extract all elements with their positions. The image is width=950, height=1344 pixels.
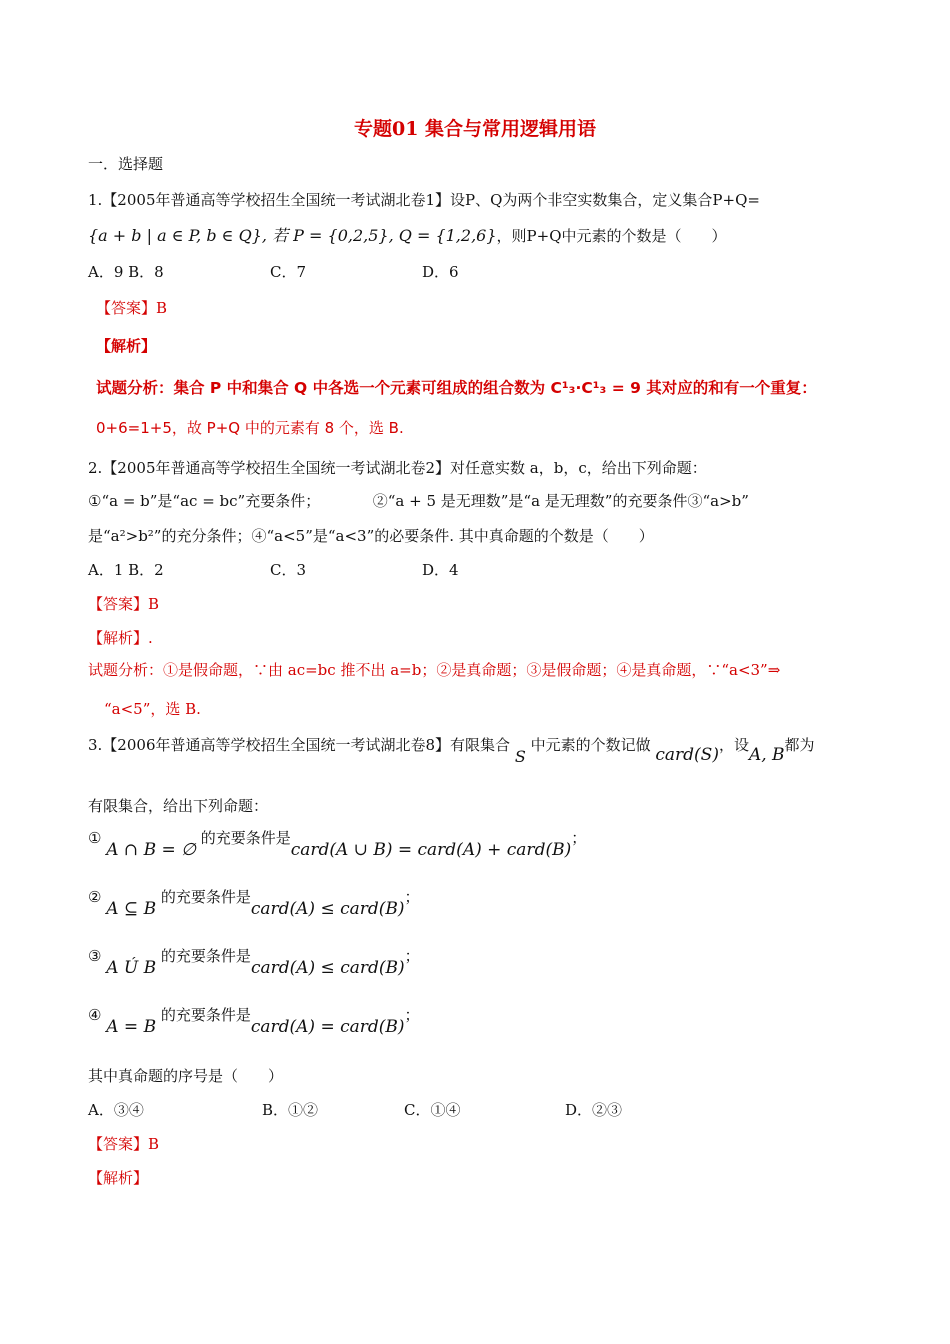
q3-option-d: D．②③ <box>565 1101 623 1119</box>
q2-analysis-line1: 试题分析：①是假命题，∵由 ac=bc 推不出 a=b；②是真命题；③是假命题；④是真命题，∵“a<3”⇒ <box>88 661 781 679</box>
q3-stem-part-d: 都为 <box>784 736 815 754</box>
q3-option-a: A．③④ <box>88 1101 144 1119</box>
q1-analysis-line2: 0+6=1+5，故 P+Q 中的元素有 8 个，选 B. <box>96 419 404 437</box>
q2-stem-line3: 是“a²>b²”的充分条件；④“a<5”是“a<3”的必要条件. 其中真命题的个数是（ ） <box>88 527 654 545</box>
q3-proposition-4 <box>88 1005 420 1037</box>
q3-stem-line1 <box>88 735 815 766</box>
q3-option-c: C．①④ <box>404 1101 461 1119</box>
q3-proposition-1 <box>88 828 587 860</box>
q3-stem-line2: 有限集合，给出下列命题： <box>88 797 269 815</box>
q3-prop4-end: ； <box>404 1006 420 1024</box>
q1-option-d: D．6 <box>422 263 459 281</box>
q3-prop3-left: A Ú B <box>106 958 157 978</box>
q1-analysis-label: 【解析】 <box>96 337 157 355</box>
q1-option-c: C．7 <box>270 263 307 281</box>
q3-option-b: B．①② <box>262 1101 319 1119</box>
q3-prop3-right: card(A) ≤ card(B) <box>250 958 405 978</box>
q3-analysis-label: 【解析】 <box>88 1169 149 1187</box>
q3-prop1-condition: 的充要条件是 <box>200 829 291 847</box>
q3-prop2-number: ② <box>88 888 102 906</box>
q3-stem-part-c: ，设 <box>718 736 749 754</box>
q2-analysis-line2: “a<5”，选 B. <box>104 700 201 718</box>
page-title: 专题01 集合与常用逻辑用语 <box>353 118 597 140</box>
q1-analysis-line1: 试题分析：集合 P 中和集合 Q 中各选一个元素可组成的组合数为 C¹₃·C¹₃ = 9 其对应的和有一个重复： <box>96 379 817 397</box>
q3-stem-part-b: 中元素的个数记做 <box>530 736 651 754</box>
section-heading: 一．选择题 <box>88 155 164 173</box>
q3-prop4-right: card(A) = card(B) <box>250 1017 405 1037</box>
q1-question-text: ，则P+Q中元素的个数是（ ） <box>496 227 727 245</box>
q3-stem-part-a: 3.【2006年普通高等学校招生全国统一考试湖北卷8】有限集合 <box>88 736 511 754</box>
q3-prop4-left: A = B <box>106 1017 157 1037</box>
q2-stem-line2: ①“a = b”是“ac = bc”充要条件； ②“a + 5 是无理数”是“a 是无理数”的充要条件③“a>b” <box>88 492 749 510</box>
q2-answer: 【答案】B <box>88 595 160 613</box>
q2-option-c: C．3 <box>270 561 307 579</box>
q3-card-s: card(S) <box>655 745 719 765</box>
q3-prop1-left: A ∩ B = ∅ <box>106 840 196 860</box>
q1-stem-line2 <box>88 226 727 246</box>
q3-sets-ab: A, B <box>748 745 785 765</box>
q3-set-s: S <box>514 747 526 766</box>
q3-prop4-number: ④ <box>88 1006 102 1024</box>
q3-prop2-end: ； <box>404 888 420 906</box>
q2-analysis-label: 【解析】. <box>88 629 153 647</box>
q2-option-d: D．4 <box>422 561 459 579</box>
q3-prop1-number: ① <box>88 829 102 847</box>
q3-prop2-right: card(A) ≤ card(B) <box>250 899 405 919</box>
q1-option-ab: A．9 B．8 <box>88 263 164 281</box>
q3-prop4-condition: 的充要条件是 <box>160 1006 251 1024</box>
q3-prop1-right: card(A ∪ B) = card(A) + card(B) <box>290 840 572 860</box>
q3-proposition-3 <box>88 946 420 978</box>
q3-prop3-end: ； <box>404 947 420 965</box>
q3-prop2-condition: 的充要条件是 <box>160 888 251 906</box>
q1-set-definition: {a + b | a ∈ P, b ∈ Q}, 若 P = {0,2,5}, Q = {1,2,6} <box>88 226 497 245</box>
q3-prop1-end: ； <box>571 829 587 847</box>
q2-stem-line1: 2.【2005年普通高等学校招生全国统一考试湖北卷2】对任意实数 a，b，c，给出下列命题： <box>88 459 707 477</box>
q3-proposition-2 <box>88 887 420 919</box>
q2-option-ab: A．1 B．2 <box>88 561 164 579</box>
q3-prop2-left: A ⊆ B <box>106 899 157 919</box>
q3-prop3-number: ③ <box>88 947 102 965</box>
q3-answer: 【答案】B <box>88 1135 160 1153</box>
q3-question: 其中真命题的序号是（ ） <box>88 1067 284 1085</box>
q1-stem-line1: 1.【2005年普通高等学校招生全国统一考试湖北卷1】设P、Q为两个非空实数集合，定义集合P+Q= <box>88 191 760 209</box>
q1-answer: 【答案】B <box>96 299 168 317</box>
q3-prop3-condition: 的充要条件是 <box>160 947 251 965</box>
